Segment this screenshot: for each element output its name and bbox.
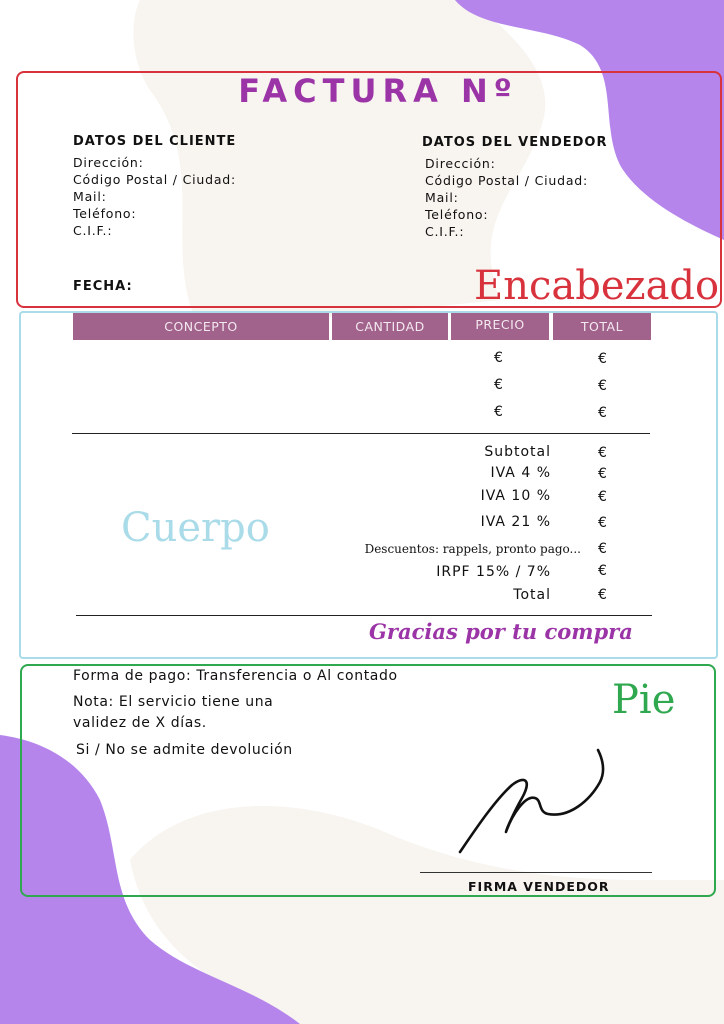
row3-price-currency: € — [494, 404, 503, 420]
payment-method-text: Forma de pago: Transferencia o Al contado — [73, 668, 398, 684]
row1-total-currency: € — [598, 351, 607, 367]
note-line-2: validez de X días. — [73, 715, 207, 731]
items-divider — [72, 433, 650, 434]
thanks-message: Gracias por tu compra — [369, 619, 633, 644]
column-header-cantidad: CANTIDAD — [332, 313, 448, 340]
seller-heading: DATOS DEL VENDEDOR — [422, 135, 608, 150]
summary-iva21-label: IVA 21 % — [480, 514, 551, 530]
column-header-precio: PRECIO — [451, 313, 549, 340]
body-section-frame — [19, 311, 718, 659]
signature-label: FIRMA VENDEDOR — [468, 879, 610, 894]
seller-cif-label: C.I.F.: — [425, 224, 465, 239]
row3-total-currency: € — [598, 405, 607, 421]
signature-image — [440, 740, 620, 870]
summary-subtotal-label: Subtotal — [484, 444, 551, 460]
header-section-label: Encabezado — [474, 263, 720, 309]
footer-section-label: Pie — [612, 677, 676, 723]
summary-discounts-label: Descuentos: rappels, pronto pago... — [364, 542, 581, 556]
client-phone-label: Teléfono: — [73, 206, 137, 221]
client-mail-label: Mail: — [73, 189, 107, 204]
summary-iva21-currency: € — [598, 515, 607, 531]
total-divider — [76, 615, 652, 616]
summary-subtotal-currency: € — [598, 445, 607, 461]
summary-total-label: Total — [513, 587, 551, 603]
body-section-label: Cuerpo — [121, 505, 270, 551]
client-heading: DATOS DEL CLIENTE — [73, 134, 237, 149]
client-block — [73, 134, 236, 239]
client-postal-label: Código Postal / Ciudad: — [73, 172, 237, 187]
column-header-concepto: CONCEPTO — [73, 313, 329, 340]
summary-iva4-currency: € — [598, 466, 607, 482]
note-line-1: Nota: El servicio tiene una — [73, 694, 274, 710]
returns-policy-text: Si / No se admite devolución — [76, 742, 293, 758]
row2-total-currency: € — [598, 378, 607, 394]
seller-postal-label: Código Postal / Ciudad: — [425, 173, 589, 188]
summary-iva4-label: IVA 4 % — [490, 465, 551, 481]
summary-iva10-label: IVA 10 % — [480, 488, 551, 504]
row1-price-currency: € — [494, 350, 503, 366]
summary-iva10-currency: € — [598, 489, 607, 505]
date-label: FECHA: — [73, 279, 133, 294]
client-address-label: Dirección: — [73, 155, 144, 170]
summary-discounts-currency: € — [598, 541, 607, 557]
seller-mail-label: Mail: — [425, 190, 459, 205]
invoice-title: FACTURA Nº — [238, 72, 518, 110]
summary-total-currency: € — [598, 587, 607, 603]
client-cif-label: C.I.F.: — [73, 223, 113, 238]
seller-address-label: Dirección: — [425, 156, 496, 171]
summary-irpf-label: IRPF 15% / 7% — [436, 564, 551, 580]
seller-phone-label: Teléfono: — [425, 207, 489, 222]
seller-block — [422, 135, 607, 240]
column-header-total: TOTAL — [553, 313, 651, 340]
summary-irpf-currency: € — [598, 563, 607, 579]
signature-line — [420, 872, 652, 873]
row2-price-currency: € — [494, 377, 503, 393]
